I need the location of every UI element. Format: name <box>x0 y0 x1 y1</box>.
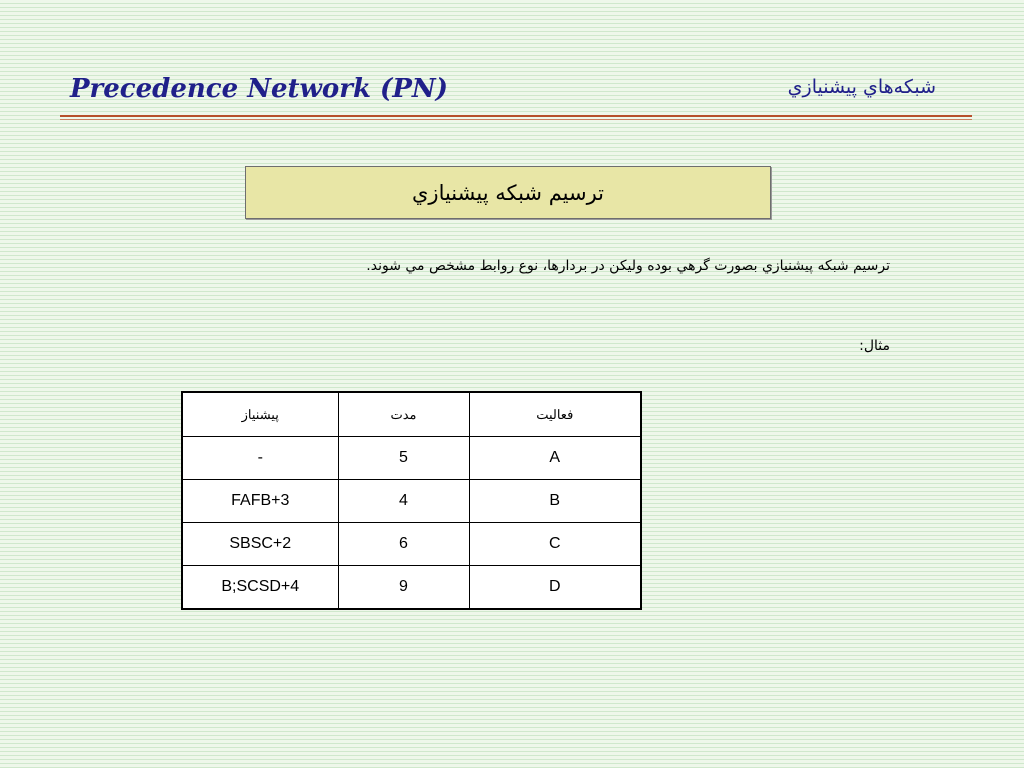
example-label: مثال: <box>859 338 890 354</box>
precedence-table <box>181 391 642 610</box>
title-divider-thin <box>60 119 972 120</box>
slide-title-persian: شبکه‌هاي پيشنيازي <box>787 76 936 98</box>
table-row <box>182 566 641 610</box>
table-header-row <box>182 392 641 437</box>
description-text: ترسيم شبکه پيشنيازي بصورت گرهي بوده وليکن در بردارها، نوع روابط مشخص مي شوند. <box>366 258 890 274</box>
cell-predecessor: SBSC+2 <box>182 523 338 566</box>
header-predecessor: پيشنياز <box>182 392 338 437</box>
section-heading-text: ترسيم شبکه پيشنيازي <box>411 180 605 205</box>
cell-duration: 9 <box>338 566 469 610</box>
cell-activity: D <box>469 566 641 610</box>
cell-activity: C <box>469 523 641 566</box>
table-row <box>182 480 641 523</box>
table-row <box>182 523 641 566</box>
cell-predecessor: FAFB+3 <box>182 480 338 523</box>
section-heading-box <box>245 166 771 219</box>
cell-duration: 5 <box>338 437 469 480</box>
cell-duration: 6 <box>338 523 469 566</box>
header-activity: فعاليت <box>469 392 641 437</box>
table-row <box>182 437 641 480</box>
header-duration: مدت <box>338 392 469 437</box>
slide-title-english: Precedence Network (PN) <box>70 74 448 104</box>
cell-predecessor: - <box>182 437 338 480</box>
cell-duration: 4 <box>338 480 469 523</box>
cell-activity: B <box>469 480 641 523</box>
title-divider-thick <box>60 115 972 117</box>
cell-predecessor: B;SCSD+4 <box>182 566 338 610</box>
cell-activity: A <box>469 437 641 480</box>
